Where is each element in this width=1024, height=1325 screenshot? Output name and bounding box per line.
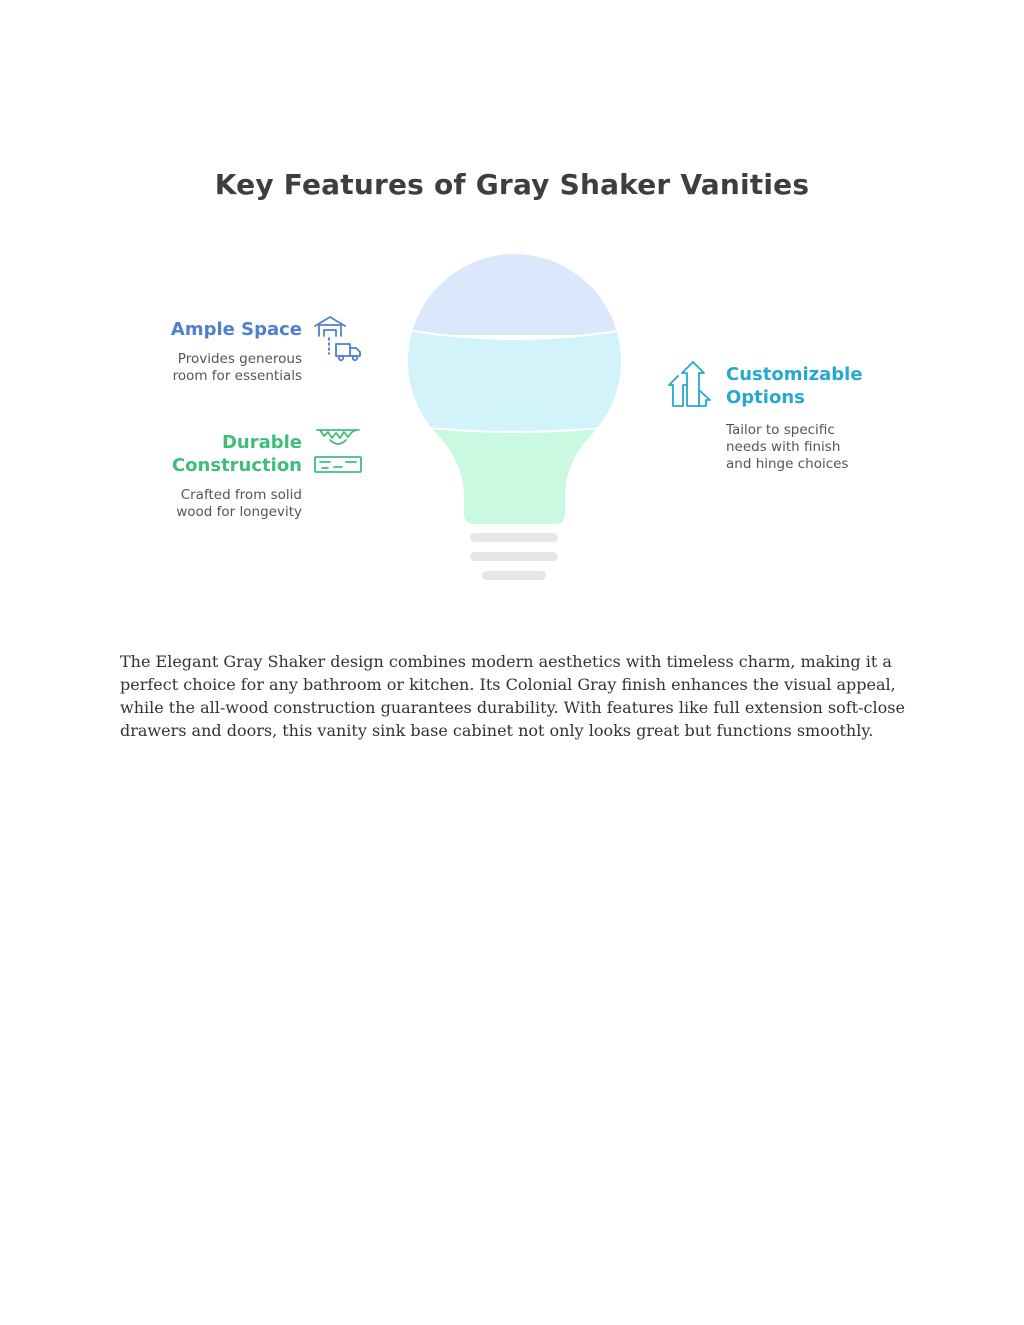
customizable-options-desc-line-3: and hinge choices — [726, 456, 849, 472]
bulb-base-ring-3 — [482, 571, 546, 580]
bulb-base-ring-2 — [470, 552, 558, 561]
lightbulb-diagram — [400, 248, 630, 588]
customizable-options-title-line-1: Customizable — [726, 364, 863, 385]
customizable-options-desc-line-2: needs with finish — [726, 439, 841, 455]
wood-saw-icon — [312, 426, 364, 476]
bulb-bottom-segment — [400, 424, 630, 588]
house-truck-icon — [312, 314, 364, 364]
customizable-options-title-line-2: Options — [726, 387, 805, 408]
bulb-top-segment — [400, 248, 630, 335]
bulb-middle-segment — [400, 328, 630, 431]
customizable-options-desc-line-1: Tailor to specific — [726, 422, 835, 438]
ample-space-title: Ample Space — [170, 319, 302, 340]
durable-construction-desc-line-2: wood for longevity — [176, 504, 302, 520]
ample-space-desc-line-1: Provides generous — [177, 351, 302, 367]
durable-construction-title-line-2: Construction — [171, 455, 302, 476]
ample-space-desc-line-2: room for essentials — [172, 368, 302, 384]
durable-construction-title-line-1: Durable — [221, 432, 302, 453]
body-paragraph: The Elegant Gray Shaker design combines modern aesthetics with timeless charm, making it a perfect choice for any bathroom or kitchen. Its Colonial Gray finish enhances the visual appeal, while the all-wood construction guarantees durability. With features like full extension soft-close drawers and doors, this vanity sink base cabinet not only looks great but functions smoothly. — [120, 652, 905, 740]
bulb-base-ring-1 — [470, 533, 558, 542]
diagram-title: Key Features of Gray Shaker Vanities — [214, 168, 810, 201]
durable-construction-desc-line-1: Crafted from solid — [180, 487, 302, 503]
arrows-up-house-icon — [666, 358, 714, 410]
